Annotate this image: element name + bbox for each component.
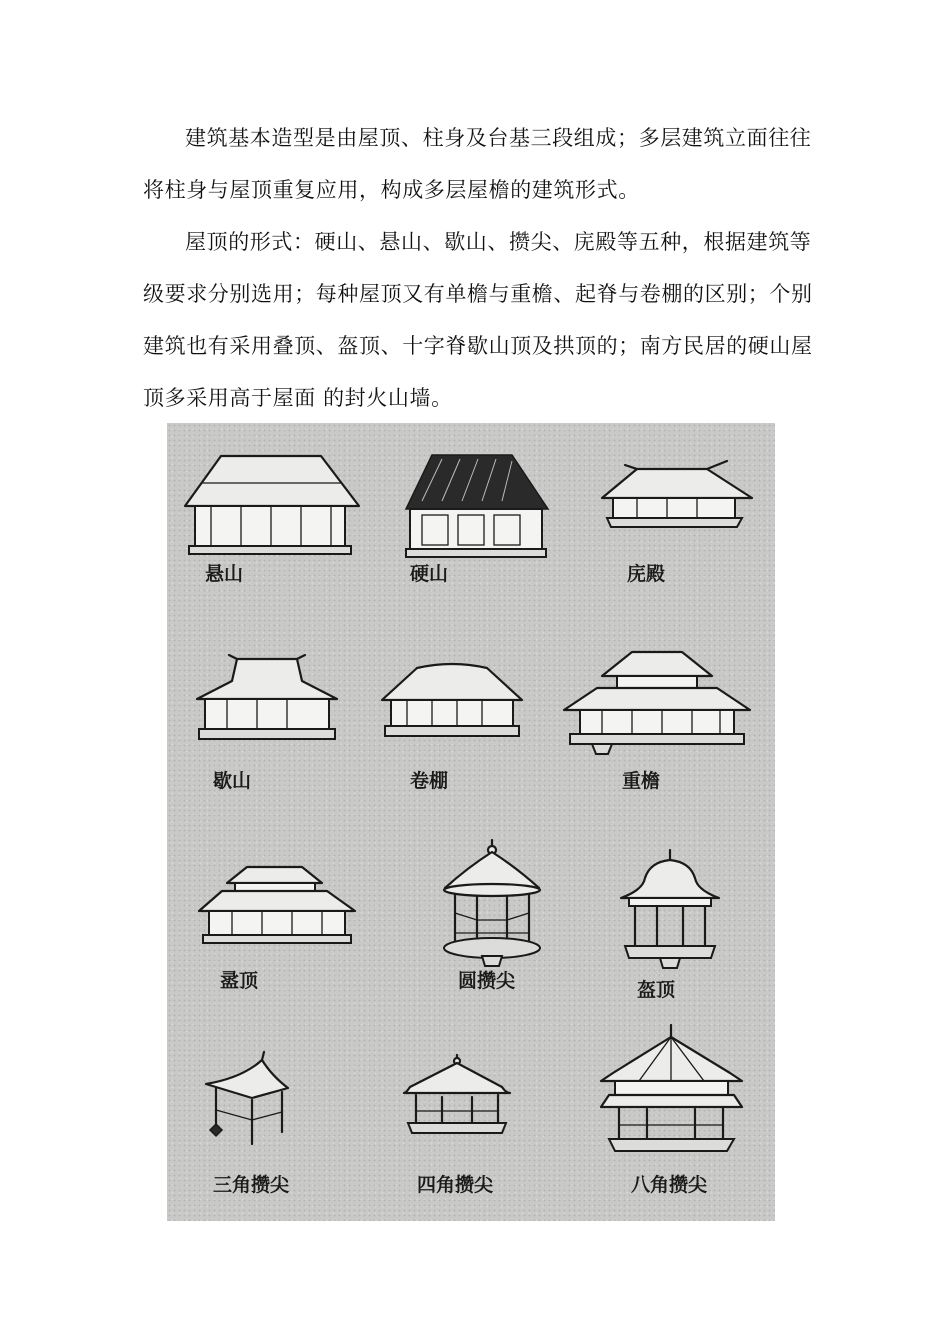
wudian-illustration bbox=[597, 453, 757, 533]
caption-chongyan: 重檐 bbox=[622, 770, 661, 792]
paragraph-1: 建筑基本造型是由屋顶、柱身及台基三段组成；多层建筑立面往往将柱身与屋顶重复应用，构成多层屋檐的建筑形式。 bbox=[143, 126, 812, 202]
kuiding-illustration bbox=[615, 848, 725, 978]
body-text bbox=[143, 112, 813, 424]
bajiao-illustration bbox=[599, 1023, 744, 1163]
yingshan-illustration bbox=[402, 451, 552, 561]
caption-xieshan: 歇山 bbox=[213, 770, 252, 792]
caption-yuancuanjian: 圆攒尖 bbox=[458, 970, 516, 992]
juanpeng-illustration bbox=[377, 658, 527, 753]
caption-dieding: 盝顶 bbox=[220, 970, 259, 992]
caption-bajiao: 八角攒尖 bbox=[631, 1174, 708, 1196]
caption-yingshan: 硬山 bbox=[410, 563, 449, 585]
roof-types-figure bbox=[167, 423, 775, 1221]
caption-juanpeng: 卷棚 bbox=[410, 770, 449, 792]
paragraph-2: 屋顶的形式：硬山、悬山、歇山、攒尖、庑殿等五种，根据建筑等级要求分别选用；每种屋顶又有单檐与重檐、起脊与卷棚的区别；个别建筑也有采用叠顶、盔顶、十字脊歇山顶及拱顶的；南方民居的硬山屋顶多采用高于屋面 的封火山墙。 bbox=[143, 230, 813, 410]
caption-sanjiao: 三角攒尖 bbox=[213, 1174, 290, 1196]
caption-sijiao: 四角攒尖 bbox=[417, 1174, 494, 1196]
sanjiao-illustration bbox=[202, 1048, 292, 1148]
xuanshan-illustration bbox=[181, 448, 361, 558]
yuancuanjian-illustration bbox=[437, 838, 547, 978]
xieshan-illustration bbox=[187, 651, 347, 751]
sijiao-illustration bbox=[402, 1053, 512, 1143]
dieding-illustration bbox=[197, 863, 357, 953]
caption-wudian: 庑殿 bbox=[627, 563, 666, 585]
chongyan-illustration bbox=[562, 648, 752, 758]
caption-kuiding: 盔顶 bbox=[637, 979, 676, 1001]
caption-xuanshan: 悬山 bbox=[205, 563, 244, 585]
